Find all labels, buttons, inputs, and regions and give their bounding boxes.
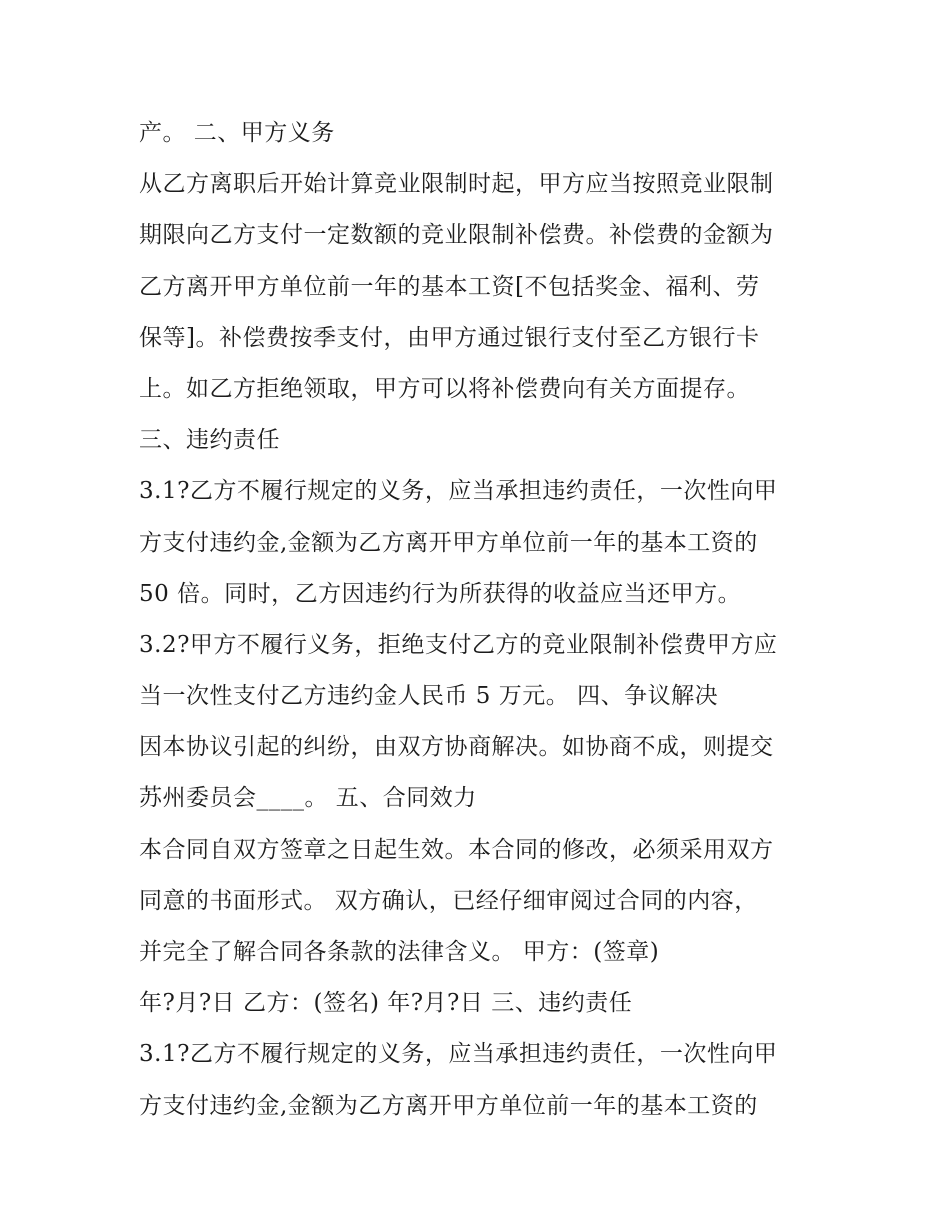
- text-line: 产。 二、甲方义务: [139, 120, 335, 146]
- text-line: 保等]。补偿费按季支付，由甲方通过银行支付至乙方银行卡: [139, 324, 760, 351]
- text-line: 3.1?乙方不履行规定的义务，应当承担违约责任，一次性向甲: [139, 478, 778, 505]
- text-line: 本合同自双方签章之日起生效。本合同的修改，必须采用双方: [139, 836, 774, 863]
- text-line: 当一次性支付乙方违约金人民币 5 万元。 四、争议解决: [139, 683, 719, 710]
- text-line: 3.2?甲方不履行义务，拒绝支付乙方的竞业限制补偿费甲方应: [139, 631, 778, 658]
- text-line: 3.1?乙方不履行规定的义务，应当承担违约责任，一次性向甲: [139, 1041, 778, 1068]
- text-line: 方支付违约金,金额为乙方离开甲方单位前一年的基本工资的: [139, 529, 758, 556]
- signature-line: 年?月?日 乙方：(签名) 年?月?日 三、违约责任: [139, 990, 633, 1017]
- text-line: 从乙方离职后开始计算竞业限制时起，甲方应当按照竞业限制: [139, 171, 774, 198]
- text-line: 50 倍。同时，乙方因违约行为所获得的收益应当还甲方。: [139, 580, 742, 607]
- text-line: 乙方离开甲方单位前一年的基本工资[不包括奖金、福利、劳: [139, 273, 760, 300]
- text-line: 苏州委员会____。 五、合同效力: [139, 785, 477, 812]
- text-line: 期限向乙方支付一定数额的竞业限制补偿费。补偿费的金额为: [139, 222, 774, 249]
- text-line: 并完全了解合同各条款的法律含义。 甲方：(签章): [139, 939, 660, 965]
- section-heading: 三、违约责任: [139, 427, 280, 454]
- document-body: [139, 108, 829, 1132]
- text-line: 因本协议引起的纠纷，由双方协商解决。如协商不成，则提交: [139, 734, 774, 761]
- text-line: 方支付违约金,金额为乙方离开甲方单位前一年的基本工资的: [139, 1092, 758, 1119]
- text-line: 上。如乙方拒绝领取，甲方可以将补偿费向有关方面提存。: [139, 375, 750, 402]
- text-line: 同意的书面形式。 双方确认，已经仔细审阅过合同的内容，: [139, 887, 758, 914]
